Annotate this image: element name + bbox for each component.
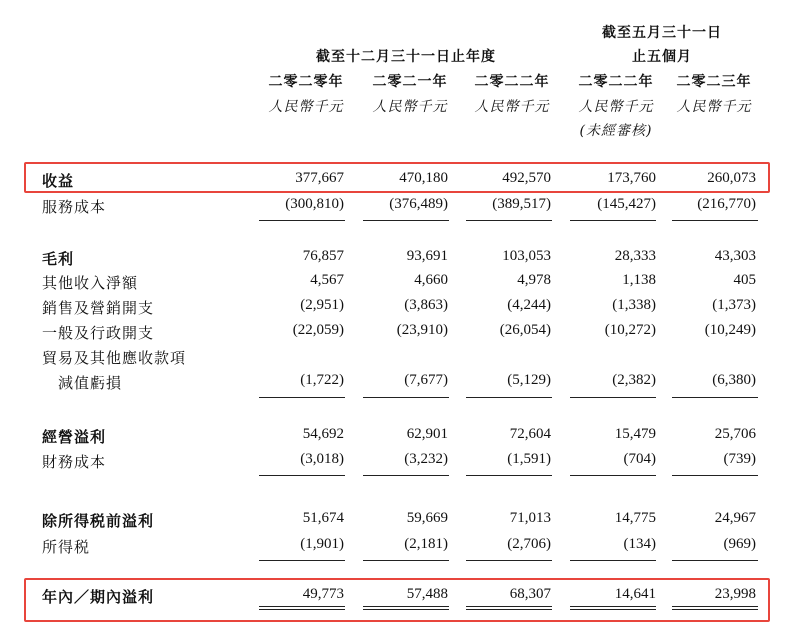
subtotal-rule	[672, 560, 758, 561]
row-value: 470,180	[399, 170, 448, 186]
row-value: 62,901	[406, 426, 448, 442]
row-value: (1,338)	[612, 297, 656, 313]
unaudited-note: (未經審核)	[579, 123, 653, 139]
unit-2023-5m: 人民幣千元	[676, 99, 752, 115]
row-value: (969)	[723, 536, 756, 552]
col-header-2021: 二零二一年	[372, 74, 448, 90]
row-value: 43,303	[714, 248, 756, 264]
row-value: (1,373)	[712, 297, 756, 313]
subtotal-rule	[466, 220, 552, 221]
row-value: (376,489)	[389, 196, 448, 212]
row-label: 除所得税前溢利	[42, 512, 155, 530]
row-value: (7,677)	[404, 372, 448, 388]
row-value: 260,073	[707, 170, 756, 186]
row-value: (4,244)	[507, 297, 551, 313]
row-value: 405	[733, 272, 756, 288]
row-value: 4,567	[310, 272, 344, 288]
row-value: (5,129)	[507, 372, 551, 388]
row-value: (300,810)	[285, 196, 344, 212]
row-value: 68,307	[509, 586, 551, 602]
header-five-month-line1: 截至五月三十一日	[602, 25, 722, 41]
total-double-rule	[466, 606, 552, 610]
unit-2020: 人民幣千元	[268, 99, 344, 115]
row-label: 所得税	[42, 538, 91, 556]
row-label: 一般及行政開支	[42, 324, 155, 342]
subtotal-rule	[363, 397, 449, 398]
row-value: (134)	[623, 536, 656, 552]
row-value: 76,857	[302, 248, 344, 264]
row-value: (10,272)	[604, 322, 656, 338]
subtotal-rule	[570, 397, 656, 398]
row-value: (26,054)	[499, 322, 551, 338]
row-value: 59,669	[406, 510, 448, 526]
row-value: 4,660	[414, 272, 448, 288]
row-value: (389,517)	[492, 196, 551, 212]
row-label: 其他收入淨額	[42, 274, 139, 292]
row-value: 28,333	[614, 248, 656, 264]
row-value: (1,591)	[507, 451, 551, 467]
subtotal-rule	[570, 220, 656, 221]
subtotal-rule	[570, 560, 656, 561]
subtotal-rule	[466, 397, 552, 398]
unit-2021: 人民幣千元	[372, 99, 448, 115]
row-value: (2,382)	[612, 372, 656, 388]
subtotal-rule	[259, 220, 345, 221]
subtotal-rule	[672, 397, 758, 398]
unit-2022: 人民幣千元	[474, 99, 550, 115]
row-value: (1,722)	[300, 372, 344, 388]
row-value: (2,951)	[300, 297, 344, 313]
row-label: 毛利	[42, 250, 75, 268]
row-label: 銷售及營銷開支	[42, 299, 155, 317]
row-value: 49,773	[302, 586, 344, 602]
col-header-2020: 二零二零年	[268, 74, 344, 90]
total-double-rule	[570, 606, 656, 610]
subtotal-rule	[672, 220, 758, 221]
row-value: 54,692	[302, 426, 344, 442]
row-value: (3,018)	[300, 451, 344, 467]
subtotal-rule	[259, 397, 345, 398]
row-value: 173,760	[607, 170, 656, 186]
row-value: 1,138	[622, 272, 656, 288]
row-value: (3,232)	[404, 451, 448, 467]
subtotal-rule	[363, 560, 449, 561]
row-value: (1,901)	[300, 536, 344, 552]
unit-2022-5m: 人民幣千元	[578, 99, 654, 115]
row-value: 492,570	[502, 170, 551, 186]
subtotal-rule	[363, 475, 449, 476]
subtotal-rule	[259, 560, 345, 561]
row-value: 93,691	[406, 248, 448, 264]
row-label: 經營溢利	[42, 428, 107, 446]
row-value: 15,479	[614, 426, 656, 442]
header-year-group: 截至十二月三十一日止年度	[316, 49, 496, 65]
col-header-2022-5m: 二零二二年	[578, 74, 654, 90]
row-value: (704)	[623, 451, 656, 467]
total-double-rule	[363, 606, 449, 610]
row-value: 51,674	[302, 510, 344, 526]
total-double-rule	[259, 606, 345, 610]
row-value: (739)	[723, 451, 756, 467]
row-label: 減值虧損	[58, 374, 123, 392]
subtotal-rule	[466, 475, 552, 476]
row-value: 72,604	[509, 426, 551, 442]
row-value: (2,706)	[507, 536, 551, 552]
row-value: 71,013	[509, 510, 551, 526]
row-label: 服務成本	[42, 198, 107, 216]
row-value: 24,967	[714, 510, 756, 526]
row-label: 財務成本	[42, 453, 107, 471]
subtotal-rule	[259, 475, 345, 476]
row-value: 4,978	[517, 272, 551, 288]
row-value: (216,770)	[697, 196, 756, 212]
row-value: 25,706	[714, 426, 756, 442]
row-value: 14,775	[614, 510, 656, 526]
row-label: 年內／期內溢利	[42, 588, 155, 606]
row-label: 貿易及其他應收款項	[42, 349, 187, 367]
subtotal-rule	[466, 560, 552, 561]
row-value: (10,249)	[704, 322, 756, 338]
row-value: (6,380)	[712, 372, 756, 388]
row-value: (2,181)	[404, 536, 448, 552]
row-value: (3,863)	[404, 297, 448, 313]
row-value: 14,641	[614, 586, 656, 602]
subtotal-rule	[363, 220, 449, 221]
row-value: 103,053	[502, 248, 551, 264]
subtotal-rule	[672, 475, 758, 476]
col-header-2022: 二零二二年	[474, 74, 550, 90]
row-value: (145,427)	[597, 196, 656, 212]
row-value: (22,059)	[292, 322, 344, 338]
row-value: 377,667	[295, 170, 344, 186]
row-value: 23,998	[714, 586, 756, 602]
row-label: 收益	[42, 172, 75, 190]
row-value: (23,910)	[396, 322, 448, 338]
col-header-2023-5m: 二零二三年	[676, 74, 752, 90]
total-double-rule	[672, 606, 758, 610]
row-value: 57,488	[406, 586, 448, 602]
subtotal-rule	[570, 475, 656, 476]
header-five-month-line2: 止五個月	[632, 49, 692, 65]
